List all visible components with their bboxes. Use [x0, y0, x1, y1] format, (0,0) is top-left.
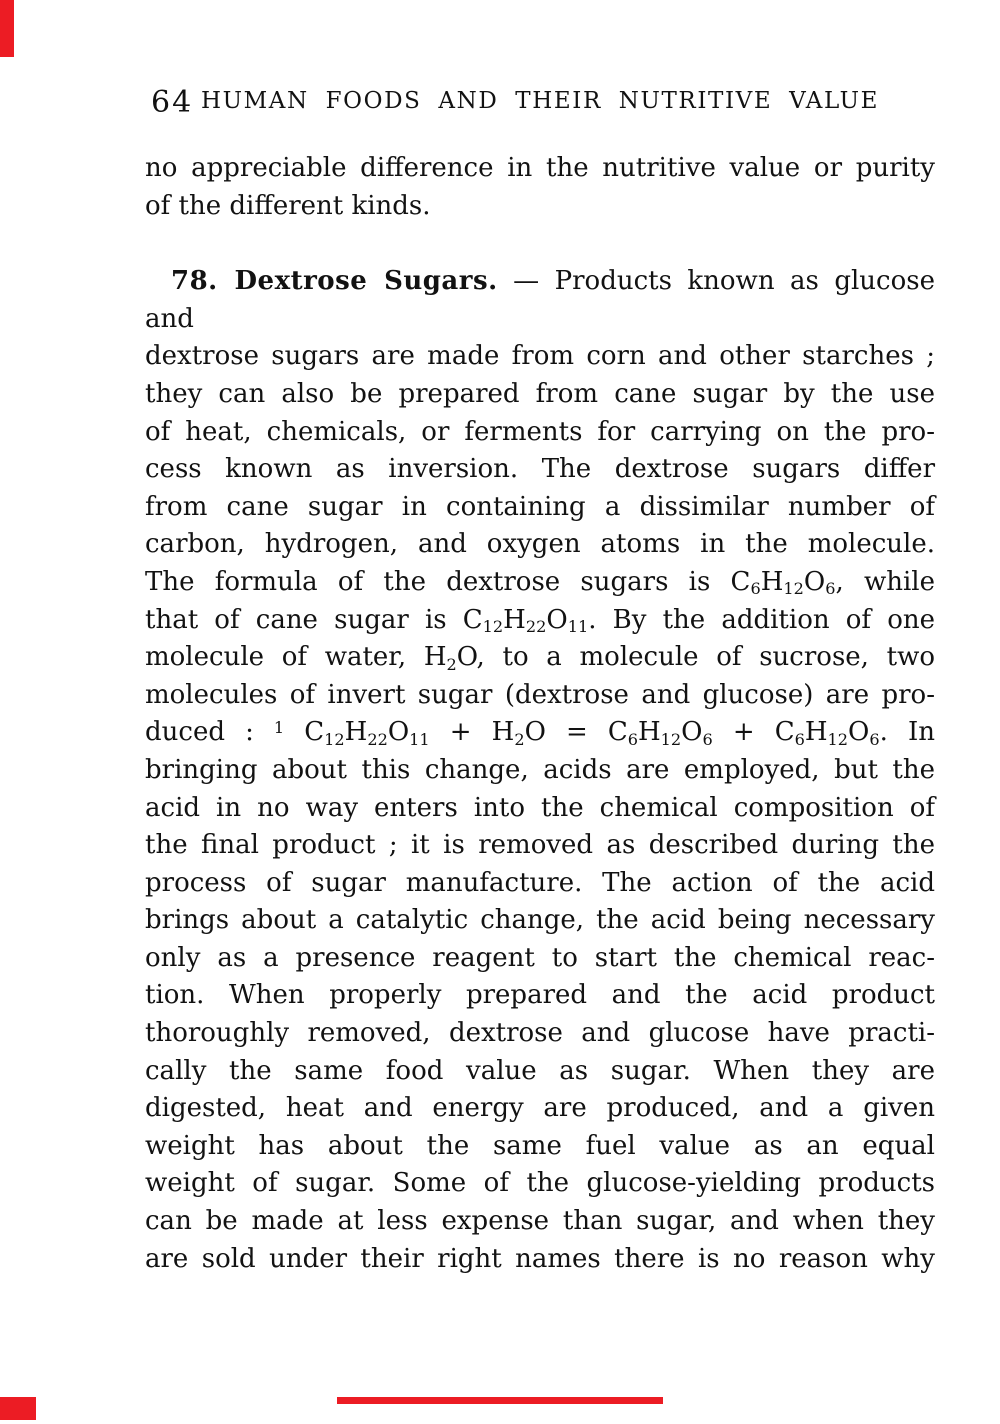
text-line: duced : $^1$ $C_{12}H_{22}O_{11} + H_2O = C_6H_{12}O_6 + C_6H_{12}O_6$. In	[145, 717, 935, 749]
text-line: that of cane sugar is $C_{12}H_{22}O_{11}$. By the addition of one	[145, 604, 935, 637]
paragraph	[145, 150, 935, 225]
text-line: from cane sugar in containing a dissimilar number of	[145, 491, 935, 522]
text-line: are sold under their right names there is no reason why	[145, 1243, 935, 1274]
text-line: digested, heat and energy are produced, and a given	[145, 1093, 935, 1124]
text-line: The formula of the dextrose sugars is $C_6H_{12}O_6$, while	[145, 566, 935, 599]
text-line: weight has about the same fuel value as an equal	[145, 1130, 935, 1161]
text-line: can be made at less expense than sugar, and when they	[145, 1206, 935, 1237]
text-line: cally the same food value as sugar. When they are	[145, 1055, 935, 1086]
running-title: HUMAN FOODS AND THEIR NUTRITIVE VALUE	[200, 88, 880, 114]
text-line: they can also be prepared from cane sugar by the use	[145, 378, 935, 409]
scan-mark-bottom-left	[0, 1397, 36, 1420]
text-line: carbon, hydrogen, and oxygen atoms in the molecule.	[145, 529, 935, 560]
text-line: weight of sugar. Some of the glucose-yielding products	[145, 1168, 935, 1199]
text-line: 78. Dextrose Sugars. — Products known as glucose and	[145, 266, 935, 334]
text-line: the final product ; it is removed as described during the	[145, 830, 935, 861]
page-body	[145, 150, 935, 1278]
text-line: dextrose sugars are made from corn and other starches ;	[145, 341, 935, 372]
text-line: only as a presence reagent to start the chemical reac-	[145, 942, 935, 973]
text-line: process of sugar manufacture. The action of the acid	[145, 867, 935, 898]
text-line: brings about a catalytic change, the acid being necessary	[145, 905, 935, 936]
section-heading: 78. Dextrose Sugars.	[171, 266, 498, 297]
text-line: of heat, chemicals, or ferments for carrying on the pro-	[145, 416, 935, 447]
scan-mark-bottom-center	[337, 1397, 663, 1404]
text-line: acid in no way enters into the chemical composition of	[145, 792, 935, 823]
text-line: of the different kinds.	[145, 190, 431, 221]
text-line: no appreciable difference in the nutritive value or purity	[145, 153, 935, 183]
scan-mark-top-left	[0, 0, 14, 57]
text-line: tion. When properly prepared and the acid product	[145, 980, 935, 1011]
text-line: molecule of water, $H_2O$, to a molecule of sucrose, two	[145, 642, 935, 674]
text-line: bringing about this change, acids are employed, but the	[145, 754, 935, 785]
page-header	[145, 85, 935, 128]
text-line: thoroughly removed, dextrose and glucose have practi-	[145, 1018, 935, 1049]
text-line: cess known as inversion. The dextrose sugars differ	[145, 454, 935, 485]
text-line: molecules of invert sugar (dextrose and glucose) are pro-	[145, 679, 935, 710]
paragraph	[145, 263, 935, 1278]
page-number: 64	[151, 85, 194, 120]
